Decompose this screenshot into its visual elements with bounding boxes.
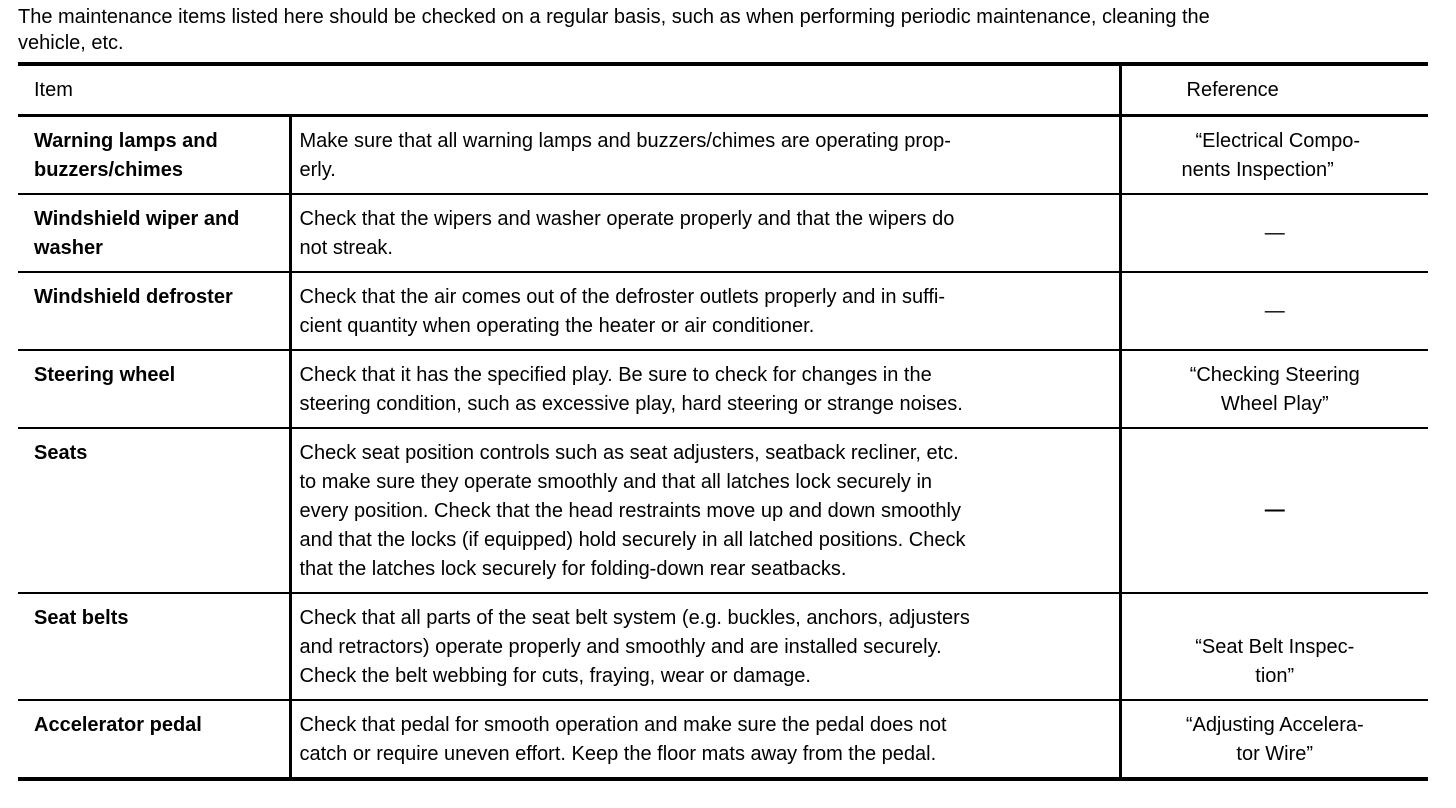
table-row: [18, 350, 1428, 428]
description-cell: Make sure that all warning lamps and buzzers/chimes are operating prop- erly.: [290, 116, 1120, 195]
item-name-cell: Seats: [34, 442, 88, 464]
item-name-cell: Warning lamps and buzzers/chimes: [34, 130, 218, 181]
item-name-cell: Accelerator pedal: [34, 714, 202, 736]
item-name-cell: Steering wheel: [34, 364, 176, 386]
table-row: [18, 700, 1428, 779]
reference-cell: “Checking Steering Wheel Play”: [1120, 350, 1428, 428]
table-row: [18, 194, 1428, 272]
dash-mark: —: [1264, 299, 1285, 322]
table-row: [18, 272, 1428, 350]
intro-line: The maintenance items listed here should be checked on a regular basis, such as when performing periodic maintenance, cleaning the: [18, 6, 1210, 28]
table-row: [18, 116, 1428, 195]
table-row: [18, 593, 1428, 700]
reference-cell: [1120, 272, 1428, 350]
maintenance-table: [18, 62, 1428, 781]
description-cell: Check that the air comes out of the defroster outlets properly and in suffi- cient quantity when operating the heater or air conditioner.: [290, 272, 1120, 350]
table-row: [18, 428, 1428, 593]
dash-mark: —: [1264, 221, 1285, 244]
reference-cell: “Seat Belt Inspec- tion”: [1120, 593, 1428, 700]
description-cell: Check that pedal for smooth operation and make sure the pedal does not catch or require uneven effort. Keep the floor mats away from the pedal.: [290, 700, 1120, 779]
dash-mark: —: [1264, 499, 1285, 521]
reference-column-header: Reference: [1120, 64, 1428, 116]
reference-cell: “Electrical Compo- nents Inspection”: [1120, 116, 1428, 195]
description-cell: Check seat position controls such as seat adjusters, seatback recliner, etc. to make sure they operate smoothly and that all latches lock securely in every position. Check that the head restraints move up and down smoothly and that the locks (if equipped) hold securely in all latched positions. Check that the latches lock securely for folding-down rear seatbacks.: [290, 428, 1120, 593]
description-cell: Check that the wipers and washer operate properly and that the wipers do not streak.: [290, 194, 1120, 272]
intro-line: vehicle, etc.: [18, 32, 124, 54]
item-column-header: Item: [34, 78, 73, 101]
reference-cell: “Adjusting Accelera- tor Wire”: [1120, 700, 1428, 779]
intro-paragraph: [18, 4, 1438, 56]
table-header-row: [18, 64, 1428, 116]
description-cell: Check that all parts of the seat belt system (e.g. buckles, anchors, adjusters and retractors) operate properly and smoothly and are installed securely. Check the belt webbing for cuts, fraying, wear or damage.: [290, 593, 1120, 700]
reference-cell: [1120, 428, 1428, 593]
item-name-cell: Windshield wiper and washer: [34, 208, 240, 259]
reference-cell: [1120, 194, 1428, 272]
description-cell: Check that it has the specified play. Be sure to check for changes in the steering condition, such as excessive play, hard steering or strange noises.: [290, 350, 1120, 428]
item-name-cell: Windshield defroster: [34, 286, 233, 308]
item-name-cell: Seat belts: [34, 607, 129, 629]
